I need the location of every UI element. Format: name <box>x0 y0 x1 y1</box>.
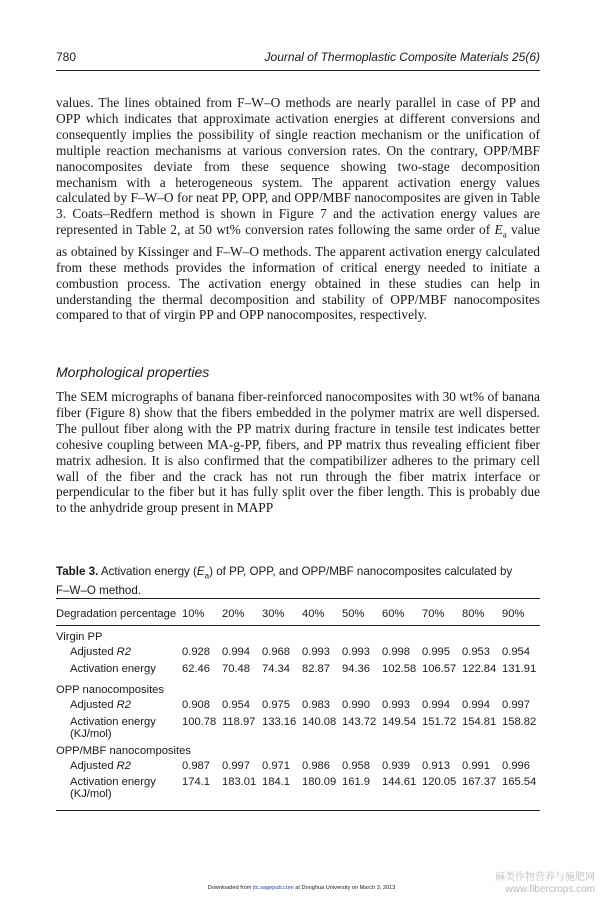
row-label <box>56 663 182 680</box>
table-cell: 184.1 <box>262 776 290 788</box>
table-cell: 120.05 <box>422 776 457 788</box>
column-header: 10% <box>182 608 205 620</box>
table-cell: 82.87 <box>302 662 330 675</box>
table-cell: 183.01 <box>222 776 257 788</box>
paragraph-text-continued: value as obtained by Kissinger and F–W–O methods. The apparent activation energy calculated from these methods provides the information of critical energy needed to initiate a combustion process. The activation energy obtained in these studies can help in understanding the thermal decomposition and stability of OPP/MBF nanocomposites compared to that of virgin PP and OPP nanocomposites, respectively. <box>56 222 540 323</box>
table-cell: 0.994 <box>222 646 250 658</box>
caption-text: Activation energy ( <box>98 565 197 578</box>
footer-text: Downloaded from <box>207 885 253 891</box>
table-cell: 0.913 <box>422 759 450 772</box>
column-header: 20% <box>222 608 245 620</box>
table-cell: 133.16 <box>262 715 297 728</box>
table-cell: 0.998 <box>382 646 410 658</box>
table-cell: 151.72 <box>422 715 457 728</box>
paragraph-text: values. The lines obtained from F–W–O methods are nearly parallel in case of PP and OPP which indicates that approximate activation energies at different conversions and consequently implies the possibility of single reaction mechanism or the unification of multiple reaction mechanisms at various conversion rates. On the contrary, OPP/MBF nanocomposites deviate from these sequence showing two-stage decomposition mechanism with a heterogeneous system. The apparent activation energy values calculated by F–W–O for neat PP, OPP, and OPP/MBF nanocomposites are given in Table 3. Coats–Redfern method is shown in Figure 7 and the activation energy values are represented in Table 2, at 50 wt% conversion rates following the same order of <box>56 95 540 238</box>
table-cell: 102.58 <box>382 662 417 675</box>
row-label-text: Activation energy <box>70 776 156 788</box>
table-cell: 161.9 <box>342 776 370 788</box>
table-cell: 106.57 <box>422 662 457 675</box>
table-cell: 180.09 <box>302 776 337 788</box>
group-label: OPP nanocomposites <box>56 684 165 696</box>
table-cell: 144.61 <box>382 776 417 788</box>
row-label-text: Adjusted <box>70 646 117 658</box>
row-label-symbol: R2 <box>116 646 131 658</box>
row-label <box>56 716 182 740</box>
running-header <box>56 50 540 68</box>
caption-symbol-subscript: a <box>204 571 210 581</box>
row-label-symbol: R2 <box>116 759 131 772</box>
table-label: Table 3. <box>56 565 99 578</box>
table-cell: 100.78 <box>182 715 217 728</box>
paragraph-activation-energy <box>56 95 540 323</box>
table-cell: 0.997 <box>222 759 250 772</box>
group-label: Virgin PP <box>56 631 103 643</box>
row-label-text: Adjusted <box>70 699 117 711</box>
table-row-r2 <box>56 646 540 663</box>
row-label-text: Adjusted <box>70 759 117 772</box>
row-label-text: Activation energy <box>70 715 156 728</box>
table-cell: 0.908 <box>182 699 210 711</box>
table-cell: 0.954 <box>222 699 250 711</box>
table-cell: 149.54 <box>382 715 417 728</box>
table-row-r2 <box>56 760 540 777</box>
table-cell: 0.986 <box>302 759 330 772</box>
table-cell: 0.994 <box>422 699 450 711</box>
watermark <box>495 872 595 896</box>
row-label-symbol: R2 <box>116 699 131 711</box>
column-header: 40% <box>302 608 325 620</box>
row-label <box>56 699 182 716</box>
table-cell: 0.995 <box>422 646 450 658</box>
table-cell: 0.954 <box>502 646 530 658</box>
table-cell: 0.997 <box>502 699 530 711</box>
footer-link[interactable]: jtc.sagepub.com <box>252 885 294 891</box>
table-cell: 122.84 <box>462 662 497 675</box>
table-cell: 0.996 <box>502 759 530 772</box>
group-row-opp-mbf <box>56 740 540 760</box>
row-label-unit: (KJ/mol) <box>70 788 112 800</box>
row-label-text: Activation energy <box>70 662 156 675</box>
table-cell: 118.97 <box>222 715 256 728</box>
column-header: 60% <box>382 608 405 620</box>
table-cell: 167.37 <box>462 776 497 788</box>
column-header: 90% <box>502 608 525 620</box>
table-cell: 154.81 <box>462 715 497 728</box>
table-cell: 158.82 <box>502 715 537 728</box>
table-cell: 174.1 <box>182 776 210 788</box>
table-row-r2 <box>56 699 540 716</box>
group-row-virgin-pp <box>56 626 540 646</box>
column-header: 80% <box>462 608 485 620</box>
table-top-rule <box>56 598 540 599</box>
caption-symbol-e: E <box>196 565 205 578</box>
table-row-activation-energy <box>56 776 540 800</box>
table-cell: 0.993 <box>302 646 330 658</box>
table-cell: 0.939 <box>382 759 410 772</box>
table-cell: 0.953 <box>462 646 490 658</box>
table-cell: 62.46 <box>182 662 210 675</box>
journal-title: Journal of Thermoplastic Composite Materials 25(6) <box>264 50 540 64</box>
table-cell: 0.990 <box>342 699 370 711</box>
group-row-opp <box>56 679 540 699</box>
section-heading: Morphological properties <box>56 364 210 380</box>
table-cell: 0.983 <box>302 699 330 711</box>
table-cell: 0.987 <box>182 759 210 772</box>
table-cell: 0.994 <box>462 699 490 711</box>
group-label: OPP/MBF nanocomposites <box>56 744 191 757</box>
table-cell: 0.971 <box>262 759 290 772</box>
table-cell: 94.36 <box>342 662 370 675</box>
row-label-unit: (KJ/mol) <box>70 727 112 740</box>
table-cell: 0.968 <box>262 646 290 658</box>
table-cell: 165.54 <box>502 776 537 788</box>
table-cell: 0.993 <box>342 646 370 658</box>
table-cell: 74.34 <box>262 662 290 675</box>
paragraph-morphology: The SEM micrographs of banana fiber-reinforced nanocomposites with 30 wt% of banana fiber (Figure 8) show that the fibers embedded in the polymer matrix are well dispersed. The pullout fiber along with the PP matrix during fracture in tensile test indicates better cohesive coupling between MA-g-PP, fibers, and PP matrix thus revealing efficient fiber matrix adhesion. It is also confirmed that the compatibilizer adheres to the primary cell wall of the fiber and the crack has not run through the fiber matrix interface or perpendicular to the fiber but it has fully split over the fiber length. This is probably due to the anhydride group present in MAPP <box>56 389 540 516</box>
watermark-url: www.fibercrops.com <box>505 884 595 895</box>
caption-text-continued: ) of PP, OPP, and OPP/MBF nanocomposites calculated by F–W–O method. <box>56 565 513 597</box>
row-label <box>56 760 182 777</box>
table-cell: 140.08 <box>302 715 337 728</box>
row-label <box>56 646 182 663</box>
table-cell: 0.993 <box>382 699 410 711</box>
column-header: 50% <box>342 608 365 620</box>
row-label <box>56 776 182 800</box>
table-row-activation-energy <box>56 716 540 740</box>
watermark-line: 麻类作物营养与施肥网 <box>495 872 595 883</box>
table-caption <box>56 565 526 598</box>
table-header-row <box>56 606 540 626</box>
table-bottom-rule <box>56 810 540 811</box>
table-cell: 131.91 <box>502 662 537 675</box>
column-header: 70% <box>422 608 445 620</box>
symbol-subscript: a <box>502 229 507 240</box>
activation-energy-table <box>56 606 540 800</box>
table-cell: 143.72 <box>342 715 377 728</box>
column-header: 30% <box>262 608 285 620</box>
table-row-activation-energy <box>56 663 540 680</box>
table-cell: 0.991 <box>462 759 490 772</box>
symbol-e: E <box>494 222 503 238</box>
table-cell: 70.48 <box>222 662 250 675</box>
table-cell: 0.928 <box>182 646 210 658</box>
footer-text-continued: at Donghua University on March 3, 2013 <box>293 885 396 891</box>
header-rule <box>56 70 540 71</box>
page-number: 780 <box>56 50 77 64</box>
column-header: Degradation percentage <box>56 608 177 620</box>
table-cell: 0.975 <box>262 699 290 711</box>
table-cell: 0.958 <box>342 759 370 772</box>
